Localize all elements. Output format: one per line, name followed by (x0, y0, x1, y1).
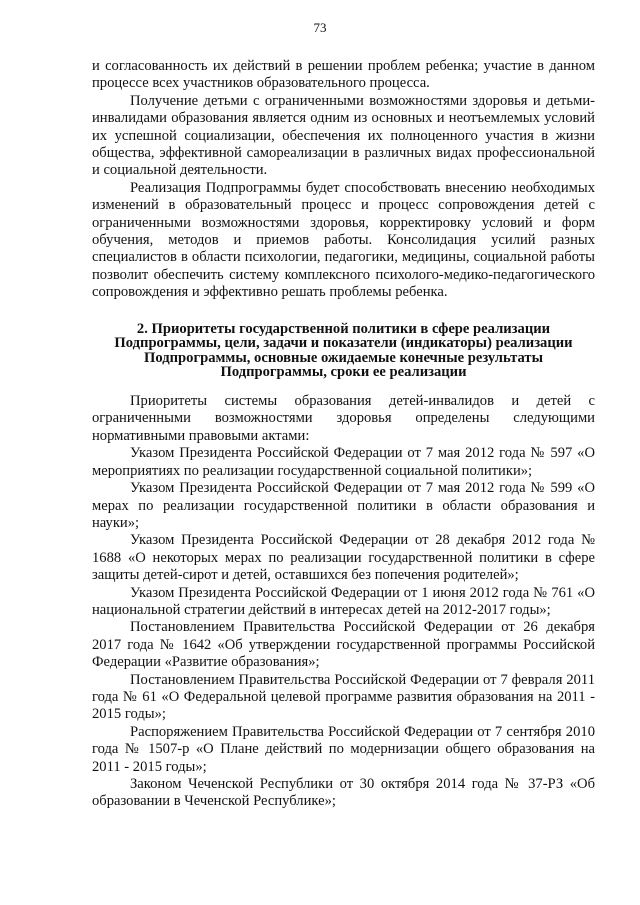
section-heading-line: Подпрограммы, цели, задачи и показатели (индикаторы) реализации (114, 335, 573, 352)
legal-act-item: Законом Чеченской Республики от 30 октября 2014 года № 37-РЗ «Об образовании в Чеченской Республике»; (92, 776, 595, 810)
section-heading-line: Подпрограммы, сроки ее реализации (220, 364, 467, 381)
legal-act-item: Постановлением Правительства Российской Федерации от 7 февраля 2011 года № 61 «О Федеральной целевой программе развития образования на 2011 - 2015 годы»; (92, 671, 595, 723)
document-body (92, 58, 595, 811)
legal-act-item: Указом Президента Российской Федерации от 1 июня 2012 года № 761 «О национальной стратегии действий в интересах детей на 2012-2017 годы»; (92, 584, 595, 618)
paragraph-priorities-intro: Приоритеты системы образования детей-инвалидов и детей с ограниченными возможностями здоровья определены следующими нормативными правовыми актами: (92, 393, 595, 444)
legal-act-item: Указом Президента Российской Федерации от 7 мая 2012 года № 597 «О мероприятиях по реализации государственной социальной политики»; (92, 445, 595, 479)
paragraph-subprogram-implementation: Реализация Подпрограммы будет способствовать внесению необходимых изменений в образовательный процесс и процесс сопровождения детей с ограниченными возможностями здоровья, корректировку условий и форм обучения, методов и приемов работы. Консолидация усилий разных специалистов в области психологии, педагогики, медицины, социальной работы позволит обеспечить систему комплексного психолого-медико-педагогического сопровождения и эффективно решать проблемы ребенка. (92, 179, 595, 301)
section-heading-line: 2. Приоритеты государственной политики в сфере реализации (136, 320, 551, 337)
paragraph-education-significance: Получение детьми с ограниченными возможностями здоровья и детьми-инвалидами образования является одним из основных и неотъемлемых условий их успешной социализации, обеспечения их полноценного участия в жизни общества, эффективной самореализации в различных видах профессиональной и социальной деятельности. (92, 92, 595, 179)
paragraph-continuation: и согласованность их действий в решении проблем ребенка; участие в данном процессе всех участников образовательного процесса. (92, 58, 595, 92)
legal-act-item: Указом Президента Российской Федерации от 28 декабря 2012 года № 1688 «О некоторых мерах по реализации государственной политики в сфере защиты детей-сирот и детей, оставшихся без попечения родителей»; (92, 532, 595, 584)
section-heading (92, 322, 595, 380)
section-heading-line: Подпрограммы, основные ожидаемые конечные результаты (144, 349, 543, 366)
page-number: 73 (313, 20, 327, 35)
legal-act-item: Распоряжением Правительства Российской Федерации от 7 сентября 2010 года № 1507-р «О Плане действий по модернизации общего образования на 2011 - 2015 годы»; (92, 723, 595, 775)
legal-act-item: Постановлением Правительства Российской Федерации от 26 декабря 2017 года № 1642 «Об утверждении государственной программы Российской Федерации «Развитие образования»; (92, 619, 595, 671)
legal-act-item: Указом Президента Российской Федерации от 7 мая 2012 года № 599 «О мерах по реализации государственной политики в области образования и науки»; (92, 480, 595, 531)
